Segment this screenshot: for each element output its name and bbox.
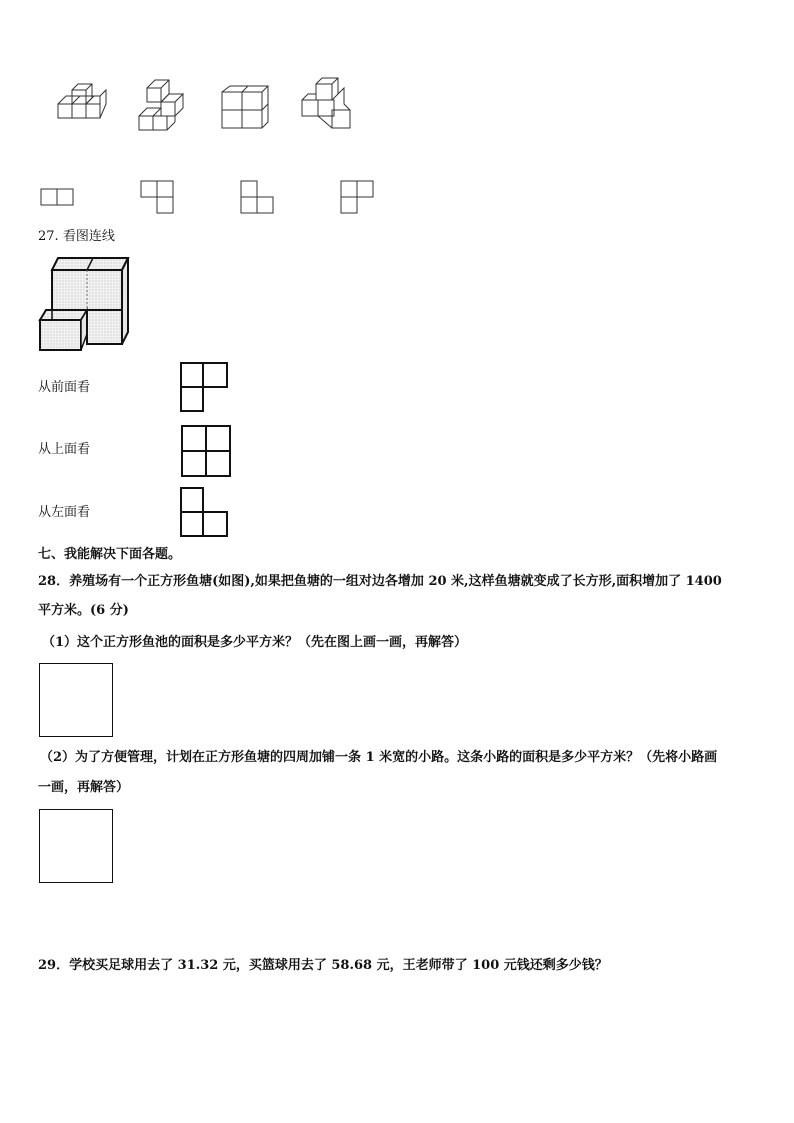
q28-text-line1: 28．养殖场有一个正方形鱼塘(如图),如果把鱼塘的一组对边各增加 20 米,这样鱼塘就变成了长方形,面积增加了 1400 — [38, 574, 722, 589]
q27-view-left — [180, 487, 230, 539]
q27-number: 27. — [38, 229, 59, 244]
q27-title: 看图连线 — [62, 229, 115, 244]
q28-sub2-line1: （2）为了方便管理，计划在正方形鱼塘的四周加铺一条 1 米宽的小路。这条小路的面积是多少平方米？（先将小路画 — [40, 750, 718, 765]
view-4 — [340, 180, 376, 216]
q27-view-front — [180, 362, 230, 414]
section7-heading: 七、我能解决下面各题。 — [38, 547, 182, 562]
q27-label-left: 从左面看 — [38, 505, 91, 520]
q28-sub2-line2: 一画，再解答） — [38, 780, 130, 795]
q28-text-line2: 平方米。(6 分) — [38, 603, 129, 618]
view-3 — [240, 180, 276, 216]
view-2 — [140, 180, 176, 216]
cube-solid-1 — [50, 88, 110, 132]
cube-solid-3 — [220, 84, 276, 132]
q29-text: 29．学校买足球用去了 31.32 元，买篮球用去了 58.68 元，王老师带了 100 元钱还剩多少钱？ — [38, 958, 608, 973]
q28-sub1: （1）这个正方形鱼池的面积是多少平方米？（先在图上画一画，再解答） — [42, 635, 468, 650]
q28-square-pond-1 — [39, 663, 113, 737]
q27-view-top — [180, 425, 232, 479]
cube-solid-2 — [135, 80, 195, 132]
q27-solid-figure — [38, 256, 132, 354]
q27-heading — [38, 229, 115, 245]
q27-label-top: 从上面看 — [38, 442, 91, 457]
q28-square-pond-2 — [39, 809, 113, 883]
view-1 — [40, 188, 76, 208]
cube-solid-4 — [300, 78, 360, 132]
q27-label-front: 从前面看 — [38, 380, 91, 395]
